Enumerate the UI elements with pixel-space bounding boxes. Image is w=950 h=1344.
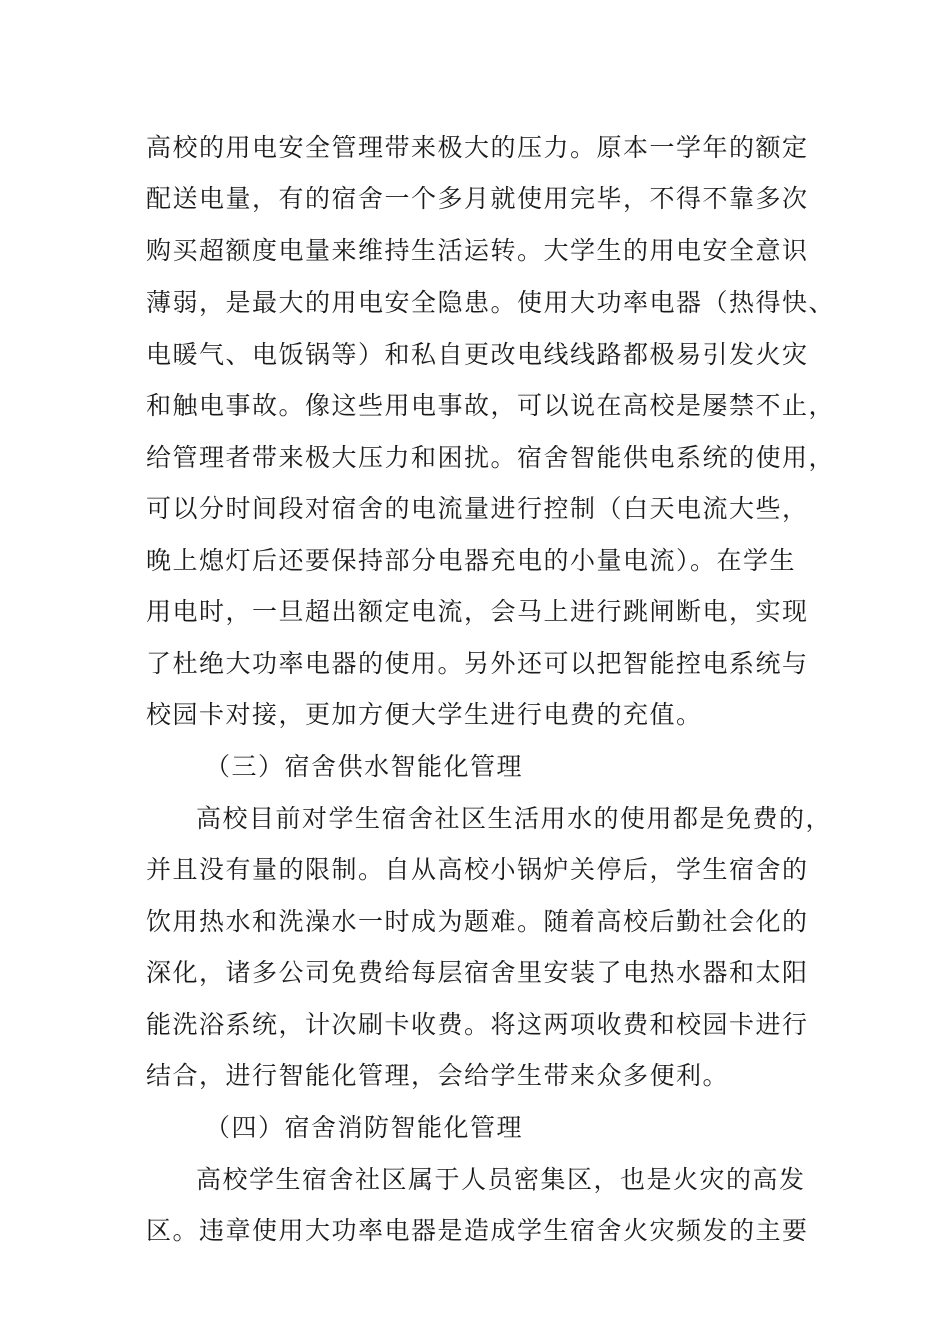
paragraph-line: 和触电事故。像这些用电事故，可以说在高校是屡禁不止， [146, 391, 836, 420]
paragraph-line: 购买超额度电量来维持生活运转。大学生的用电安全意识 [146, 236, 809, 265]
paragraph-line: 并且没有量的限制。自从高校小锅炉关停后，学生宿舍的 [146, 855, 809, 884]
paragraph-line: 给管理者带来极大压力和困扰。宿舍智能供电系统的使用， [146, 443, 836, 472]
paragraph-line: 了杜绝大功率电器的使用。另外还可以把智能控电系统与 [146, 649, 809, 678]
paragraph-line: 电暖气、电饭锅等）和私自更改电线线路都极易引发火灾 [146, 340, 809, 369]
paragraph-line: 可以分时间段对宿舍的电流量进行控制（白天电流大些， [146, 494, 809, 523]
paragraph-line: 结合，进行智能化管理，会给学生带来众多便利。 [146, 1061, 730, 1090]
section-heading-4: （四）宿舍消防智能化管理 [205, 1113, 524, 1142]
paragraph-line: 能洗浴系统，计次刷卡收费。将这两项收费和校园卡进行 [146, 1010, 809, 1039]
paragraph-line: 配送电量，有的宿舍一个多月就使用完毕，不得不靠多次 [146, 184, 809, 213]
section-heading-3: （三）宿舍供水智能化管理 [205, 752, 524, 781]
paragraph-line: 晚上熄灯后还要保持部分电器充电的小量电流）。在学生 [146, 546, 797, 575]
paragraph-first-line: 高校目前对学生宿舍社区生活用水的使用都是免费的， [196, 804, 833, 833]
paragraph-line: 饮用热水和洗澡水一时成为题难。随着高校后勤社会化的 [146, 907, 809, 936]
paragraph-line: 区。违章使用大功率电器是造成学生宿舍火灾频发的主要 [146, 1216, 809, 1245]
paragraph-line: 用电时，一旦超出额定电流，会马上进行跳闸断电，实现 [146, 597, 809, 626]
paragraph-line: 高校的用电安全管理带来极大的压力。原本一学年的额定 [146, 133, 809, 162]
paragraph-line: 深化，诸多公司免费给每层宿舍里安装了电热水器和太阳 [146, 958, 809, 987]
paragraph-line: 薄弱，是最大的用电安全隐患。使用大功率电器（热得快、 [146, 288, 836, 317]
paragraph-line: 校园卡对接，更加方便大学生进行电费的充值。 [146, 700, 703, 729]
paragraph-first-line: 高校学生宿舍社区属于人员密集区，也是火灾的高发 [196, 1165, 806, 1194]
